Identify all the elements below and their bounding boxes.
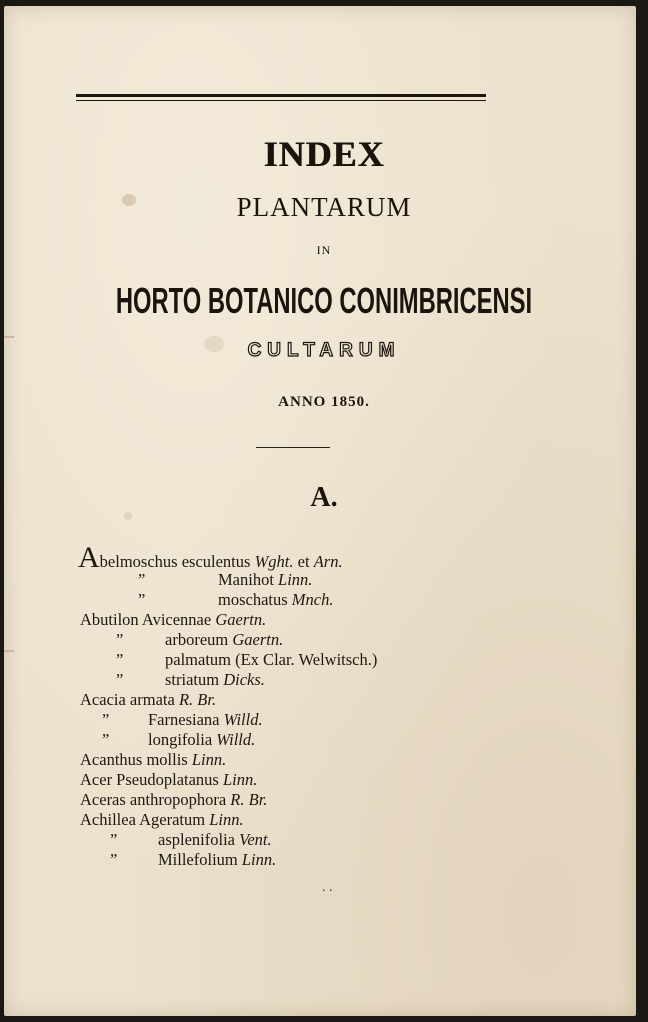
title-index: INDEX	[263, 134, 385, 174]
list-item	[218, 590, 334, 610]
author-abbrev: Gaertn.	[215, 610, 267, 629]
list-item	[148, 730, 255, 750]
author-abbrev: R. Br.	[178, 690, 217, 709]
list-item	[102, 710, 109, 730]
ditto-mark: ”	[102, 730, 110, 749]
list-item	[80, 790, 267, 810]
plant-name: striatum	[165, 670, 220, 689]
author-abbrev: Linn.	[241, 850, 277, 869]
plant-name: arboreum	[165, 630, 229, 649]
ditto-mark: ”	[138, 590, 146, 609]
title-cultarum: CULTARUM	[247, 340, 401, 361]
title-plantarum: PLANTARUM	[236, 192, 412, 222]
author-abbrev: Gaertn.	[232, 630, 284, 649]
list-item	[80, 770, 257, 790]
author-abbrev: Linn.	[191, 750, 227, 769]
title-in: IN	[316, 243, 332, 257]
plant-name: asplenifolia	[158, 830, 235, 849]
top-thin-rule	[76, 100, 486, 101]
title-horto-botanico: HORTO BOTANICO CONIMBRICENSI	[115, 280, 533, 321]
conjunction: et	[293, 552, 314, 571]
list-item	[102, 730, 109, 750]
plant-name: Aceras anthropophora	[80, 790, 227, 809]
list-item	[80, 810, 244, 830]
plant-name: Acacia armata	[80, 690, 175, 709]
list-item	[148, 710, 263, 730]
ditto-mark: ”	[110, 850, 118, 869]
plant-name: longifolia	[148, 730, 213, 749]
ditto-mark: ”	[102, 710, 110, 729]
list-item	[116, 670, 123, 690]
author-abbrev: Arn.	[313, 552, 343, 571]
list-item	[80, 750, 226, 770]
author-abbrev: Willd.	[223, 710, 263, 729]
list-item	[165, 670, 265, 690]
plant-name: moschatus	[218, 590, 288, 609]
list-item	[80, 610, 266, 630]
ditto-mark: ”	[116, 670, 124, 689]
author-abbrev: Mnch.	[291, 590, 334, 609]
top-double-rule	[76, 94, 486, 97]
author-abbrev: Willd.	[216, 730, 256, 749]
plant-name: Abutilon Avicennae	[80, 610, 212, 629]
drop-cap: A	[78, 541, 100, 574]
author-abbrev: Linn.	[222, 770, 258, 789]
list-item	[165, 630, 283, 650]
plant-name: Achillea Ageratum	[80, 810, 206, 829]
plant-name: Farnesiana	[148, 710, 220, 729]
list-item	[80, 690, 216, 710]
ditto-mark: ”	[116, 650, 124, 669]
list-item	[110, 850, 117, 870]
page-edge-mark	[4, 336, 14, 338]
plant-name: palmatum (Ex Clar. Welwitsch.)	[165, 650, 378, 669]
ditto-mark: ”	[138, 570, 146, 589]
list-item	[165, 650, 377, 670]
ditto-mark: ”	[116, 630, 124, 649]
author-abbrev: Wght.	[254, 552, 294, 571]
list-item	[110, 830, 117, 850]
plant-name: belmoschus esculentus	[99, 552, 251, 571]
list-item	[116, 650, 123, 670]
list-item	[138, 570, 145, 590]
separator-rule	[256, 447, 330, 448]
list-item	[138, 590, 145, 610]
author-abbrev: Linn.	[209, 810, 244, 829]
plant-name: Millefolium	[158, 850, 238, 869]
author-abbrev: Dicks.	[223, 670, 265, 689]
list-item	[158, 850, 276, 870]
plant-name: Acer Pseudoplatanus	[80, 770, 219, 789]
list-item	[78, 541, 343, 574]
list-item	[218, 570, 312, 590]
author-abbrev: Linn.	[278, 570, 313, 589]
page-end-dots: . .	[322, 880, 333, 895]
list-item	[158, 830, 272, 850]
list-item	[116, 630, 123, 650]
ditto-mark: ”	[110, 830, 118, 849]
author-abbrev: Vent.	[239, 830, 272, 849]
plant-name: Acanthus mollis	[80, 750, 188, 769]
title-year: ANNO 1850.	[278, 394, 370, 410]
section-heading: A.	[310, 482, 338, 513]
plant-name: Manihot	[218, 570, 274, 589]
page-edge-mark	[4, 650, 14, 652]
author-abbrev: R. Br.	[230, 790, 268, 809]
